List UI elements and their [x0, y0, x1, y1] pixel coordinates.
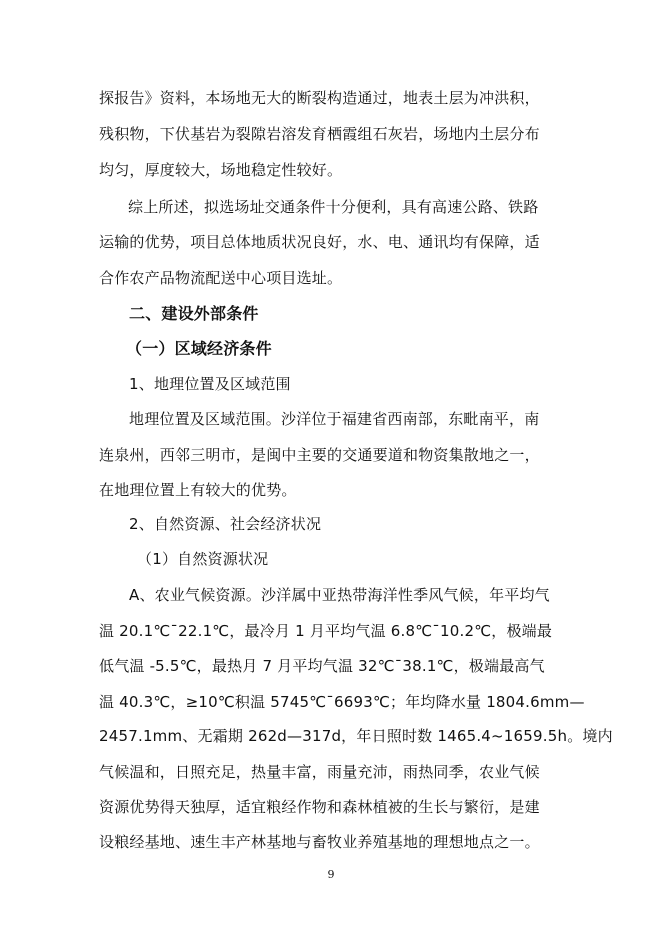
subsection-heading: （一）区域经济条件 [126, 339, 272, 358]
paragraph-4-line-5: 2457.1mm、无霜期 262d—317d，年日照时数 1465.4~1659.5h。境内 [99, 727, 613, 745]
paragraph-3-line-1: 地理位置及区域范围。沙洋位于福建省西南部，东毗南平，南 [129, 410, 540, 428]
page-number: 9 [327, 868, 335, 881]
paragraph-1-line-2: 残积物，下伏基岩为裂隙岩溶发育栖霞组石灰岩，场地内土层分布 [99, 125, 540, 143]
section-heading: 二、建设外部条件 [129, 304, 259, 323]
paragraph-4-line-1: A、农业气候资源。沙洋属中亚热带海洋性季风气候，年平均气 [129, 586, 550, 604]
paragraph-2-line-1: 综上所述，拟选场址交通条件十分便利，具有高速公路、铁路 [128, 198, 539, 216]
paragraph-4-line-2: 温 20.1℃¯22.1℃，最冷月 1 月平均气温 6.8℃¯10.2℃，极端最 [99, 622, 553, 640]
item-heading-location: 1、地理位置及区域范围 [129, 375, 291, 393]
paragraph-4-line-8: 设粮经基地、速生丰产林基地与畜牧业养殖基地的理想地点之一。 [99, 833, 540, 851]
item-subheading-natural-resources: （1）自然资源状况 [137, 550, 269, 568]
paragraph-2-line-2: 运输的优势，项目总体地质状况良好，水、电、通讯均有保障，适 [99, 233, 540, 251]
paragraph-4-line-6: 气候温和，日照充足，热量丰富，雨量充沛，雨热同季，农业气候 [99, 763, 540, 781]
paragraph-1-line-1: 探报告》资料，本场地无大的断裂构造通过，地表土层为冲洪积， [99, 89, 540, 107]
paragraph-3-line-2: 连泉州，西邻三明市，是闽中主要的交通要道和物资集散地之一， [99, 446, 540, 464]
paragraph-4-line-3: 低气温 -5.5℃，最热月 7 月平均气温 32℃¯38.1℃，极端最高气 [99, 657, 545, 675]
paragraph-2-line-3: 合作农产品物流配送中心项目选址。 [99, 269, 343, 287]
paragraph-1-line-3: 均匀，厚度较大，场地稳定性较好。 [99, 161, 343, 179]
paragraph-4-line-7: 资源优势得天独厚，适宜粮经作物和森林植被的生长与繁衍，是建 [99, 798, 540, 816]
paragraph-3-line-3: 在地理位置上有较大的优势。 [99, 481, 297, 499]
item-heading-resources: 2、自然资源、社会经济状况 [129, 515, 322, 533]
paragraph-4-line-4: 温 40.3℃，≥10℃积温 5745℃¯6693℃；年均降水量 1804.6mm— [99, 693, 585, 711]
